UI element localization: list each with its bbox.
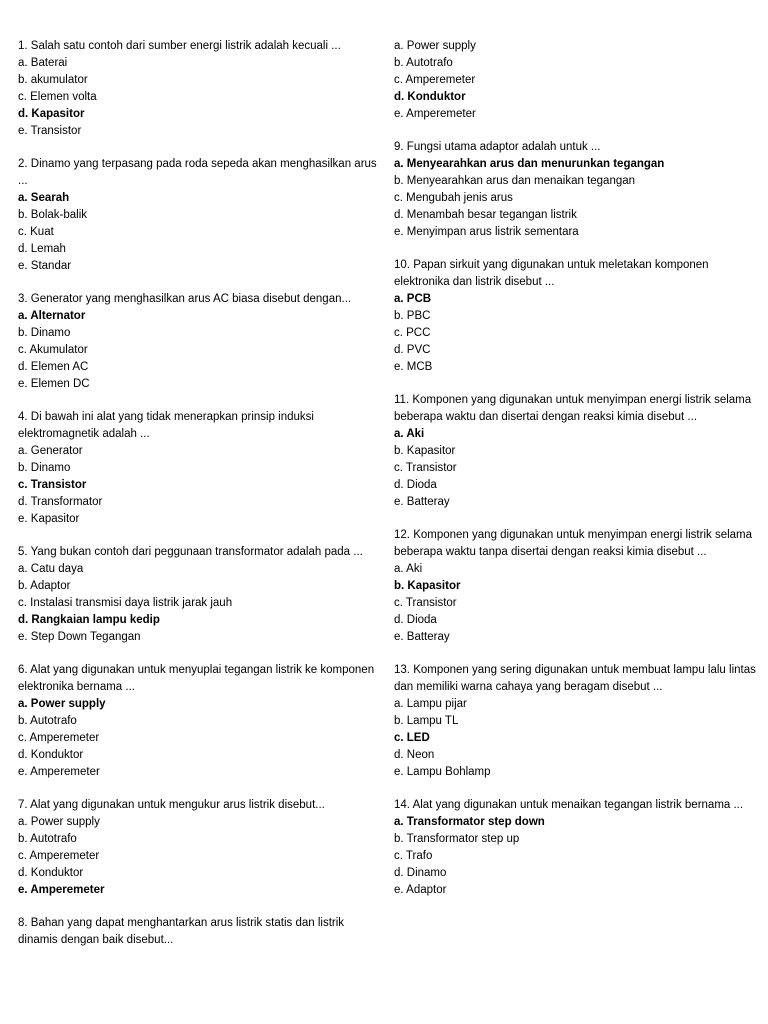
answer-option-d: d. Dioda bbox=[394, 479, 437, 491]
answer-option-b: b. Menyearahkan arus dan menaikan tegangan bbox=[394, 175, 636, 187]
answer-option-d: d. Elemen AC bbox=[18, 361, 89, 373]
answer-option-a: a. Alternator bbox=[18, 310, 86, 322]
answer-option-c: c. Amperemeter bbox=[18, 732, 100, 744]
answer-option-a: a. Power supply bbox=[18, 816, 100, 828]
question-prompt: Komponen yang sering digunakan untuk membuat lampu lalu lintas dan memiliki warna cahaya yang beragam disebut ... bbox=[394, 664, 756, 693]
answer-option-a: a. PCB bbox=[394, 293, 432, 305]
right-column bbox=[394, 38, 760, 915]
question-text bbox=[394, 662, 760, 696]
answer-option-b: b. Bolak-balik bbox=[18, 209, 88, 221]
question-number: 4. bbox=[18, 411, 28, 423]
answer-option-c: c. Instalasi transmisi daya listrik jarak jauh bbox=[18, 597, 233, 609]
answer-option-a: a. Menyearahkan arus dan menurunkan tegangan bbox=[394, 158, 665, 170]
answer-option-a: a. Aki bbox=[394, 428, 425, 440]
question-text bbox=[394, 392, 760, 426]
question-6 bbox=[18, 662, 378, 781]
answer-option-c: c. Kuat bbox=[18, 226, 54, 238]
question-prompt: Alat yang digunakan untuk menaikan tegangan listrik bernama ... bbox=[412, 799, 744, 811]
question-14 bbox=[394, 797, 760, 899]
answer-option-c: c. Transistor bbox=[18, 479, 87, 491]
answer-option-a: a. Lampu pijar bbox=[394, 698, 467, 710]
question-prompt: Komponen yang digunakan untuk menyimpan energi listrik selama beberapa waktu tanpa disertai dengan reaksi kimia disebut ... bbox=[394, 529, 753, 558]
answer-option-b: b. Autotrafo bbox=[18, 833, 77, 845]
answer-option-e: e. Amperemeter bbox=[394, 108, 476, 120]
question-text bbox=[394, 527, 760, 561]
answer-option-e: e. Standar bbox=[18, 260, 72, 272]
question-text bbox=[18, 156, 378, 190]
answer-option-e: e. Batteray bbox=[394, 631, 450, 643]
answer-option-b: b. Dinamo bbox=[18, 462, 71, 474]
question-prompt: Salah satu contoh dari sumber energi listrik adalah kecuali ... bbox=[30, 40, 341, 52]
answer-option-e: e. Batteray bbox=[394, 496, 450, 508]
question-prompt: Fungsi utama adaptor adalah untuk ... bbox=[406, 141, 601, 153]
question-prompt: Dinamo yang terpasang pada roda sepeda akan menghasilkan arus ... bbox=[18, 158, 377, 187]
question-prompt: Generator yang menghasilkan arus AC biasa disebut dengan... bbox=[30, 293, 352, 305]
question-7 bbox=[18, 797, 378, 899]
question-number: 2. bbox=[18, 158, 28, 170]
answer-option-e: e. Elemen DC bbox=[18, 378, 90, 390]
question-prompt: Yang bukan contoh dari peggunaan transformator adalah pada ... bbox=[30, 546, 363, 558]
answer-option-a: a. Catu daya bbox=[18, 563, 84, 575]
answer-option-d: d. Dioda bbox=[394, 614, 437, 626]
answer-option-a: a. Searah bbox=[18, 192, 70, 204]
answer-option-c: c. Akumulator bbox=[18, 344, 88, 356]
question-12 bbox=[394, 527, 760, 646]
answer-option-c: c. PCC bbox=[394, 327, 431, 339]
answer-option-b: b. Autotrafo bbox=[18, 715, 77, 727]
answer-option-d: d. Menambah besar tegangan listrik bbox=[394, 209, 577, 221]
answer-option-c: c. Mengubah jenis arus bbox=[394, 192, 513, 204]
question-text bbox=[18, 797, 378, 814]
question-number: 6. bbox=[18, 664, 28, 676]
question-text bbox=[18, 662, 378, 696]
question-prompt: Alat yang digunakan untuk mengukur arus listrik disebut... bbox=[30, 799, 325, 811]
question-text bbox=[18, 38, 378, 55]
answer-option-d: d. Kapasitor bbox=[18, 108, 85, 120]
answer-option-b: b. Transformator step up bbox=[394, 833, 520, 845]
answer-option-e: e. Adaptor bbox=[394, 884, 447, 896]
answer-option-a: a. Generator bbox=[18, 445, 83, 457]
answer-option-a: a. Power supply bbox=[18, 698, 106, 710]
answer-option-a: a. Transformator step down bbox=[394, 816, 545, 828]
answer-option-a: a. Baterai bbox=[18, 57, 68, 69]
question-text bbox=[18, 291, 378, 308]
question-number: 14. bbox=[394, 799, 410, 811]
answer-option-e: e. Menyimpan arus listrik sementara bbox=[394, 226, 579, 238]
answer-option-c: c. Amperemeter bbox=[394, 74, 476, 86]
answer-option-e: e. Step Down Tegangan bbox=[18, 631, 141, 643]
answer-option-d: d. PVC bbox=[394, 344, 431, 356]
question-3 bbox=[18, 291, 378, 393]
answer-option-c: c. Transistor bbox=[394, 462, 457, 474]
answer-option-e: e. Transistor bbox=[18, 125, 82, 137]
question-number: 13. bbox=[394, 664, 410, 676]
answer-option-a: a. Power supply bbox=[394, 40, 476, 52]
question-number: 3. bbox=[18, 293, 28, 305]
answer-option-b: b. Adaptor bbox=[18, 580, 71, 592]
answer-option-b: b. akumulator bbox=[18, 74, 88, 86]
question-5 bbox=[18, 544, 378, 646]
answer-option-d: d. Neon bbox=[394, 749, 435, 761]
question-number: 11. bbox=[394, 394, 410, 406]
answer-option-d: d. Lemah bbox=[18, 243, 66, 255]
question-8-options bbox=[394, 38, 760, 123]
question-text bbox=[394, 139, 760, 156]
answer-option-e: e. Amperemeter bbox=[18, 884, 105, 896]
answer-option-e: e. Lampu Bohlamp bbox=[394, 766, 491, 778]
answer-option-d: d. Transformator bbox=[18, 496, 103, 508]
question-text bbox=[394, 257, 760, 291]
answer-option-d: d. Konduktor bbox=[394, 91, 466, 103]
answer-option-e: e. Amperemeter bbox=[18, 766, 100, 778]
question-text bbox=[18, 544, 378, 561]
question-1 bbox=[18, 38, 378, 140]
answer-option-d: d. Rangkaian lampu kedip bbox=[18, 614, 160, 626]
question-13 bbox=[394, 662, 760, 781]
answer-option-b: b. Dinamo bbox=[18, 327, 71, 339]
answer-option-c: c. Transistor bbox=[394, 597, 457, 609]
question-number: 8. bbox=[18, 917, 28, 929]
answer-option-b: b. Lampu TL bbox=[394, 715, 459, 727]
question-prompt: Di bawah ini alat yang tidak menerapkan prinsip induksi elektromagnetik adalah ... bbox=[18, 411, 314, 440]
answer-option-c: c. Amperemeter bbox=[18, 850, 100, 862]
left-column bbox=[18, 38, 378, 965]
question-9 bbox=[394, 139, 760, 241]
question-number: 1. bbox=[18, 40, 28, 52]
answer-option-b: b. PBC bbox=[394, 310, 431, 322]
answer-option-b: b. Kapasitor bbox=[394, 580, 461, 592]
question-2 bbox=[18, 156, 378, 275]
question-number: 10. bbox=[394, 259, 410, 271]
question-4 bbox=[18, 409, 378, 528]
question-10 bbox=[394, 257, 760, 376]
answer-option-d: d. Dinamo bbox=[394, 867, 447, 879]
answer-option-b: b. Autotrafo bbox=[394, 57, 453, 69]
question-number: 9. bbox=[394, 141, 404, 153]
answer-option-c: c. LED bbox=[394, 732, 430, 744]
answer-option-e: e. MCB bbox=[394, 361, 433, 373]
answer-option-d: d. Konduktor bbox=[18, 867, 84, 879]
answer-option-d: d. Konduktor bbox=[18, 749, 84, 761]
question-prompt: Bahan yang dapat menghantarkan arus listrik statis dan listrik dinamis dengan baik disebut... bbox=[18, 917, 345, 946]
answer-option-e: e. Kapasitor bbox=[18, 513, 80, 525]
question-8 bbox=[18, 915, 378, 949]
question-prompt: Komponen yang digunakan untuk menyimpan energi listrik selama beberapa waktu dan disertai dengan reaksi kimia disebut ... bbox=[394, 394, 752, 423]
question-prompt: Papan sirkuit yang digunakan untuk meletakan komponen elektronika dan listrik disebut ... bbox=[394, 259, 709, 288]
question-number: 7. bbox=[18, 799, 28, 811]
question-text bbox=[18, 915, 378, 949]
question-number: 5. bbox=[18, 546, 28, 558]
answer-option-a: a. Aki bbox=[394, 563, 423, 575]
question-number: 12. bbox=[394, 529, 410, 541]
answer-option-c: c. Elemen volta bbox=[18, 91, 97, 103]
question-text bbox=[18, 409, 378, 443]
answer-option-b: b. Kapasitor bbox=[394, 445, 456, 457]
question-text bbox=[394, 797, 760, 814]
answer-option-c: c. Trafo bbox=[394, 850, 433, 862]
question-11 bbox=[394, 392, 760, 511]
question-prompt: Alat yang digunakan untuk menyuplai tegangan listrik ke komponen elektronika bernama ... bbox=[18, 664, 375, 693]
